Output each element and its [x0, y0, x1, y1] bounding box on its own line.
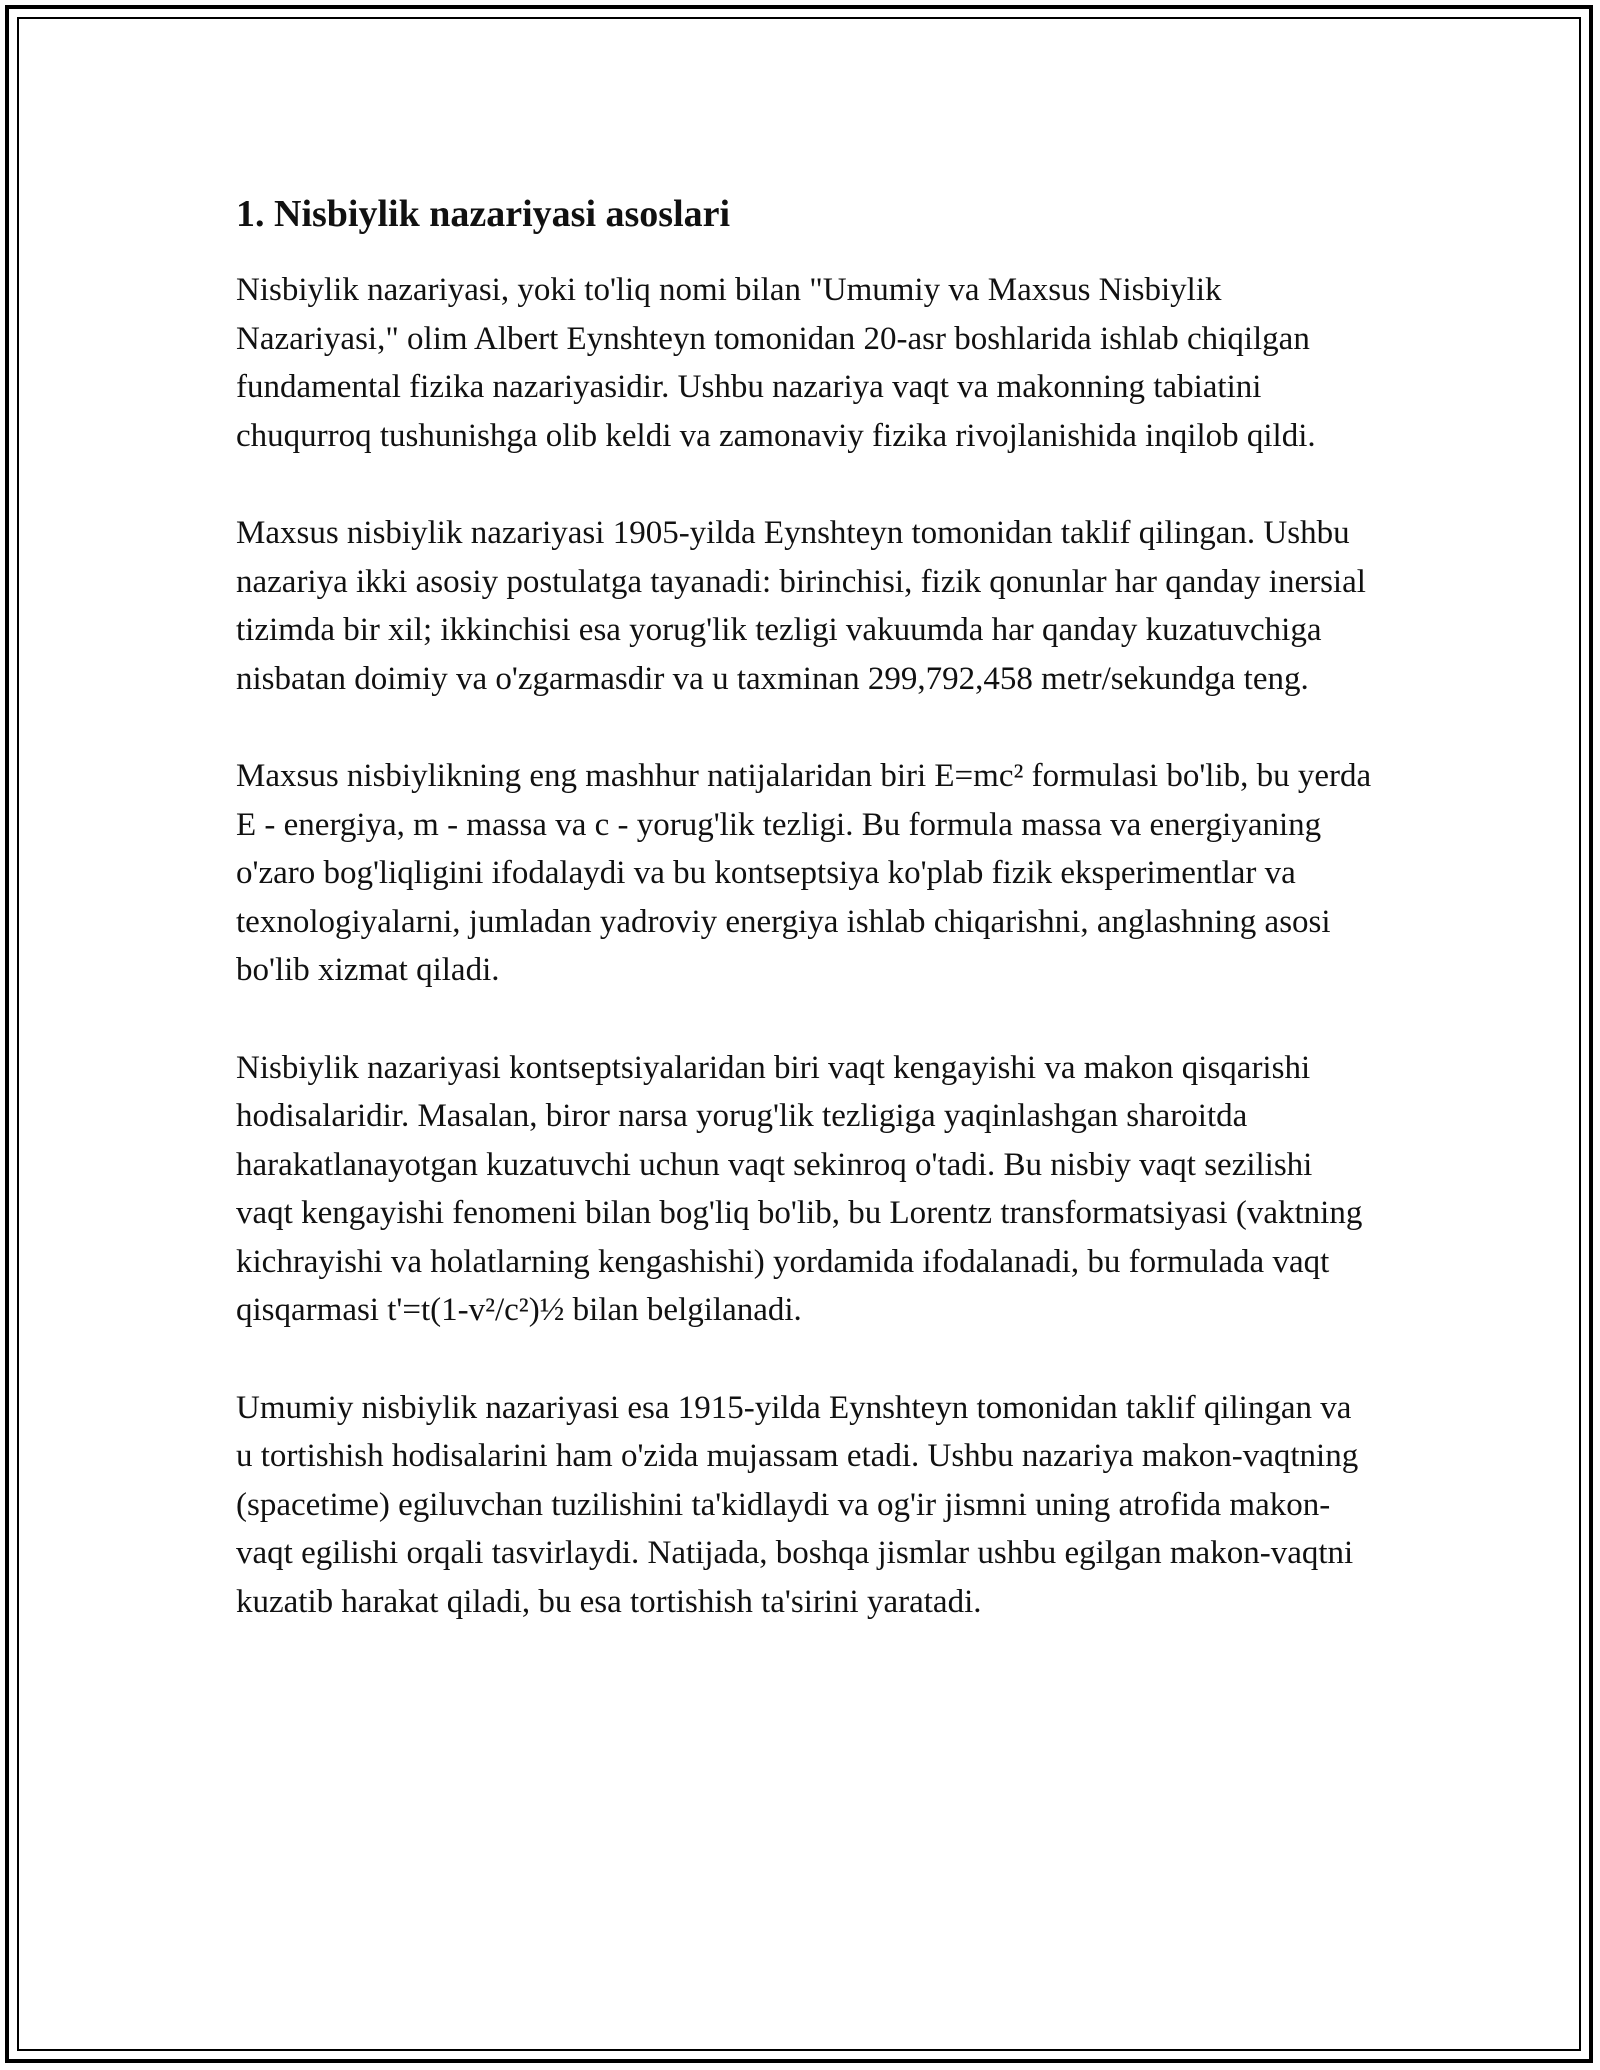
document-body — [236, 190, 1376, 1675]
section-heading: 1. Nisbiylik nazariyasi asoslari — [236, 193, 731, 235]
paragraph-general-relativity: Umumiy nisbiylik nazariyasi esa 1915-yilda Eynshteyn tomonidan taklif qilingan va u tortishish hodisalarini ham o'zida mujassam etadi. Ushbu nazariya makon-vaqtning (spacetime) egiluvchan tuzilishini ta'kidlaydi va og'ir jismni uning atrofida makon-vaqt egilishi orqali tasvirlaydi. Natijada, boshqa jismlar ushbu egilgan makon-vaqtni kuzatib harakat qiladi, bu esa tortishish ta'sirini yaratadi. — [236, 1389, 1359, 1620]
paragraph-mass-energy: Maxsus nisbiylikning eng mashhur natijalaridan biri E=mc² formulasi bo'lib, bu yerda E - energiya, m - massa va c - yorug'lik tezligi. Bu formula massa va energiyaning o'zaro bog'liqligini ifodalaydi va bu kontseptsiya ko'plab fizik eksperimentlar va texnologiyalarni, jumladan yadroviy energiya ishlab chiqarishni, anglashning asosi bo'lib xizmat qiladi. — [236, 758, 1372, 988]
paragraph-time-dilation: Nisbiylik nazariyasi kontseptsiyalaridan biri vaqt kengayishi va makon qisqarishi hodisalaridir. Masalan, biror narsa yorug'lik tezligiga yaqinlashgan sharoitda harakatlanayotgan kuzatuvchi uchun vaqt sekinroq o'tadi. Bu nisbiy vaqt sezilishi vaqt kengayishi fenomeni bilan bog'liq bo'lib, bu Lorentz transformatsiyasi (vaktning kichrayishi va holatlarning kengashishi) yordamida ifodalanadi, bu formulada vaqt qisqarmasi t'=t(1-v²/c²)½ bilan belgilanadi. — [236, 1049, 1363, 1328]
paragraph-special-relativity: Maxsus nisbiylik nazariyasi 1905-yilda Eynshteyn tomonidan taklif qilingan. Ushbu nazariya ikki asosiy postulatga tayanadi: birinchisi, fizik qonunlar har qanday inersial tizimda bir xil; ikkinchisi esa yorug'lik tezligi vakuumda har qanday kuzatuvchiga nisbatan doimiy va o'zgarmasdir va u taxminan 299,792,458 metr/sekundga teng. — [236, 515, 1366, 697]
paragraph-intro: Nisbiylik nazariyasi, yoki to'liq nomi bilan "Umumiy va Maxsus Nisbiylik Nazariyasi," olim Albert Eynshteyn tomonidan 20-asr boshlarida ishlab chiqilgan fundamental fizika nazariyasidir. Ushbu nazariya vaqt va makonning tabiatini chuqurroq tushunishga olib keldi va zamonaviy fizika rivojlanishida inqilob qildi. — [236, 272, 1316, 454]
